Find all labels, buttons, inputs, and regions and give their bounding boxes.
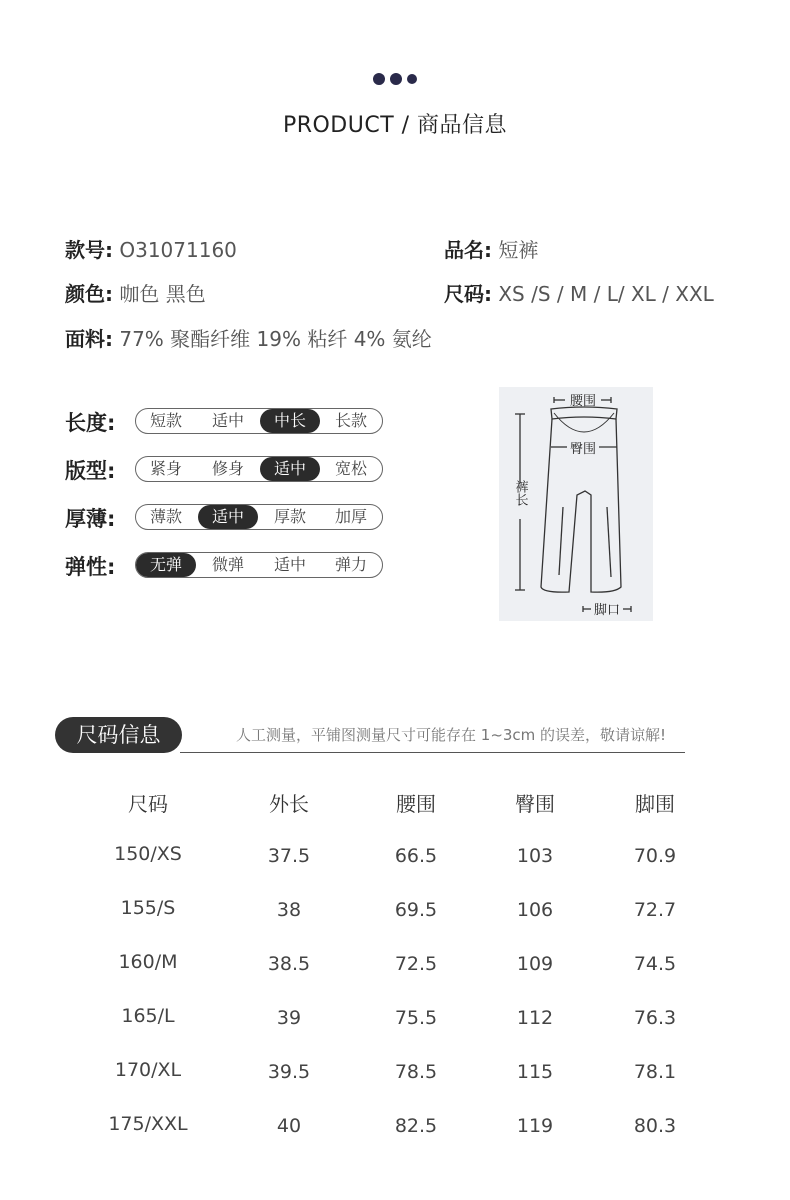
table-cell: 72.5 <box>394 953 438 975</box>
table-cell: 38.5 <box>267 953 311 975</box>
measurement-note: 人工测量，平铺图测量尺寸可能存在 1~3cm 的误差，敬请谅解! <box>236 726 667 744</box>
table-cell: 39 <box>276 1007 302 1029</box>
table-cell: 78.5 <box>394 1061 438 1083</box>
table-cell: 72.7 <box>633 899 677 921</box>
product-name-row <box>444 234 538 263</box>
option-medium: 适中 <box>198 505 258 529</box>
table-header: 腰围 <box>396 792 436 816</box>
product-name-label: 品名: <box>444 238 492 262</box>
table-cell: 170/XL <box>114 1059 182 1081</box>
pants-outline-icon <box>499 387 653 621</box>
attribute-elasticity <box>65 552 367 580</box>
option-pill <box>135 456 383 482</box>
table-cell: 76.3 <box>633 1007 677 1029</box>
table-cell: 109 <box>516 953 554 975</box>
dot-icon <box>390 73 402 85</box>
option-pill <box>135 504 383 530</box>
hip-label: 臀围 <box>569 442 597 457</box>
attribute-label: 厚薄: <box>65 507 116 531</box>
dot-icon <box>407 74 417 84</box>
table-cell: 78.1 <box>633 1061 677 1083</box>
table-header: 脚围 <box>635 792 675 816</box>
option-slim: 修身 <box>211 459 244 478</box>
table-cell: 175/XXL <box>108 1113 188 1135</box>
option-short: 短款 <box>149 411 182 430</box>
header-dots <box>0 73 790 85</box>
table-cell: 74.5 <box>633 953 677 975</box>
option-thick: 厚款 <box>273 507 306 526</box>
table-cell: 165/L <box>121 1005 175 1027</box>
option-regular: 适中 <box>260 457 320 481</box>
attribute-thickness <box>65 504 367 532</box>
table-cell: 82.5 <box>394 1115 438 1137</box>
table-cell: 103 <box>516 845 554 867</box>
style-number-value: O31071160 <box>119 238 237 262</box>
option-slight-stretch: 微弹 <box>211 555 244 574</box>
table-cell: 37.5 <box>267 845 311 867</box>
table-cell: 69.5 <box>394 899 438 921</box>
table-cell: 112 <box>516 1007 554 1029</box>
page-title: PRODUCT / 商品信息 <box>282 113 508 138</box>
color-row <box>65 278 206 307</box>
option-loose: 宽松 <box>334 459 367 478</box>
size-label: 尺码: <box>444 282 492 306</box>
table-header: 外长 <box>269 792 309 816</box>
table-header: 臀围 <box>515 792 555 816</box>
option-extra-thick: 加厚 <box>334 507 367 526</box>
table-cell: 75.5 <box>394 1007 438 1029</box>
option-stretch: 弹力 <box>334 555 367 574</box>
table-cell: 40 <box>276 1115 302 1137</box>
color-value: 咖色 黑色 <box>119 282 206 306</box>
table-cell: 38 <box>276 899 302 921</box>
size-value: XS /S / M / L/ XL / XXL <box>498 282 714 306</box>
attribute-fit <box>65 456 367 484</box>
option-pill <box>135 552 383 578</box>
table-cell: 106 <box>516 899 554 921</box>
option-no-stretch: 无弹 <box>136 553 196 577</box>
attribute-label: 版型: <box>65 459 116 483</box>
dot-icon <box>373 73 385 85</box>
section-divider <box>180 752 685 753</box>
attribute-label: 长度: <box>65 411 116 435</box>
product-name-value: 短裤 <box>498 238 539 262</box>
measurement-diagram <box>499 387 653 621</box>
table-cell: 70.9 <box>633 845 677 867</box>
table-cell: 150/XS <box>114 843 182 865</box>
table-cell: 115 <box>516 1061 554 1083</box>
table-cell: 80.3 <box>633 1115 677 1137</box>
option-thin: 薄款 <box>149 507 182 526</box>
size-row <box>444 278 714 307</box>
table-header: 尺码 <box>128 792 168 816</box>
attribute-length <box>65 408 367 436</box>
fabric-value: 77% 聚酯纤维 19% 粘纤 4% 氨纶 <box>119 327 432 351</box>
hem-label: 脚口 <box>593 603 621 618</box>
attribute-label: 弹性: <box>65 555 116 579</box>
style-number-row <box>65 234 237 263</box>
option-tight: 紧身 <box>149 459 182 478</box>
fabric-row <box>65 323 432 352</box>
option-medium: 适中 <box>273 555 306 574</box>
table-cell: 39.5 <box>267 1061 311 1083</box>
option-long: 长款 <box>334 411 367 430</box>
table-cell: 155/S <box>120 897 176 919</box>
color-label: 颜色: <box>65 282 113 306</box>
table-cell: 66.5 <box>394 845 438 867</box>
fabric-label: 面料: <box>65 327 113 351</box>
option-medium: 适中 <box>211 411 244 430</box>
style-number-label: 款号: <box>65 238 113 262</box>
size-info-badge: 尺码信息 <box>55 717 182 753</box>
table-cell: 119 <box>516 1115 554 1137</box>
waist-label: 腰围 <box>569 394 597 409</box>
table-cell: 160/M <box>118 951 178 973</box>
length-label: 裤长 <box>512 480 528 506</box>
option-pill <box>135 408 383 434</box>
option-mid-long: 中长 <box>260 409 320 433</box>
